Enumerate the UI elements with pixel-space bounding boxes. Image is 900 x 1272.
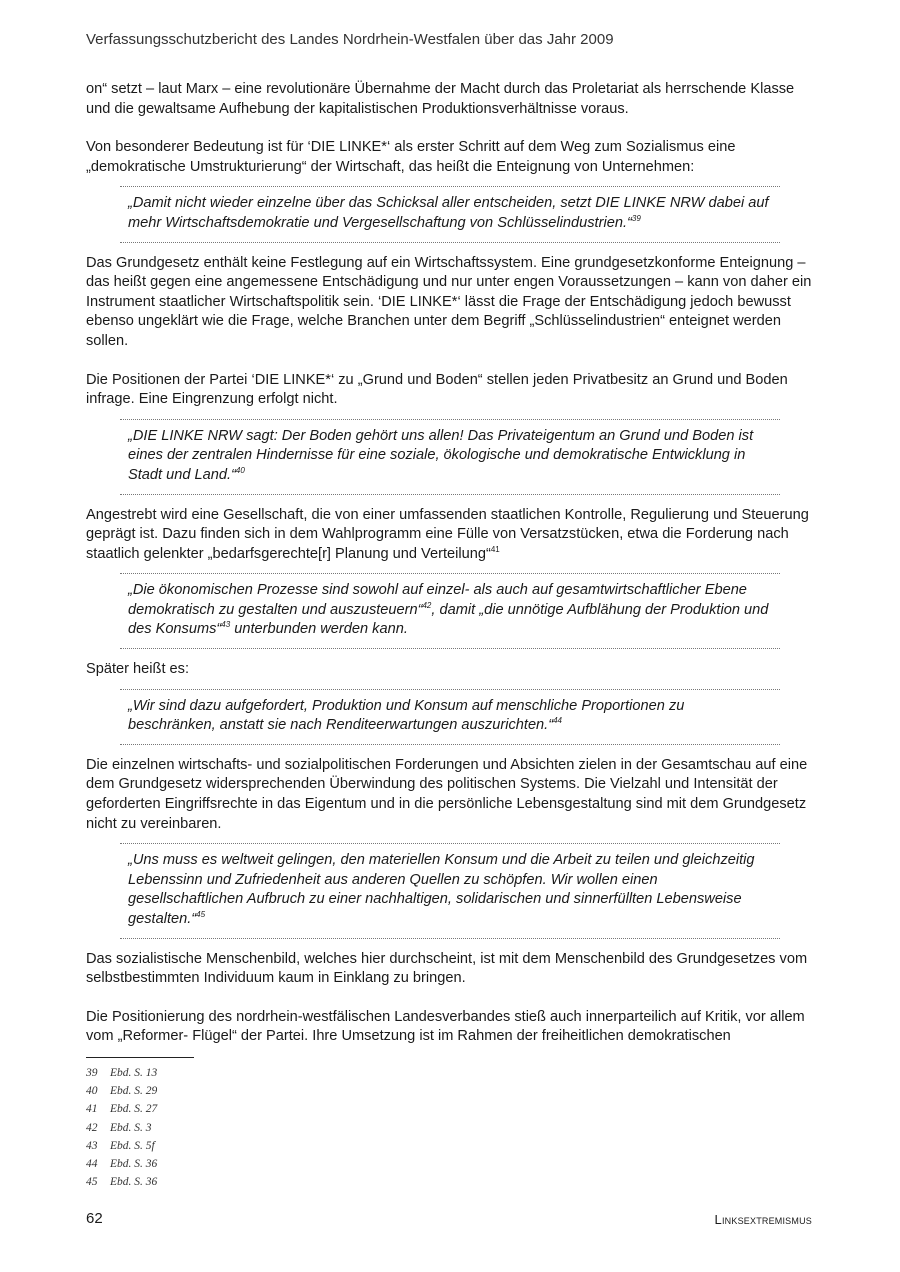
body-text bbox=[86, 80, 812, 1066]
footnote bbox=[86, 1155, 157, 1173]
footnote-number: 43 bbox=[86, 1139, 98, 1152]
footnote-number: 44 bbox=[86, 1158, 98, 1171]
quote-text: „DIE LINKE NRW sagt: Der Boden gehört uns allen! Das Privateigentum an Grund und Boden ist eines der zentralen Hindernisse für eine soziale, ökologische und demokratische Entwicklung in Stadt und Land.“ bbox=[128, 427, 754, 483]
footnote-number: 40 bbox=[86, 1085, 98, 1098]
footnote-number: 42 bbox=[86, 1121, 98, 1134]
footnote bbox=[86, 1100, 157, 1118]
footnote-text: Ebd. S. 29 bbox=[110, 1085, 158, 1098]
paragraph: Die Positionen der Partei ‘DIE LINKE*‘ zu „Grund und Boden“ stellen jeden Privatbesitz an Grund und Boden infrage. Eine Eingrenzung erfolgt nicht. bbox=[86, 371, 788, 408]
footnote bbox=[86, 1119, 157, 1137]
footnotes bbox=[86, 1064, 157, 1191]
page-number: 62 bbox=[86, 1210, 103, 1227]
quote-text: „Wir sind dazu aufgefordert, Produktion und Konsum auf menschliche Proportionen zu beschränken, anstatt sie nach Renditeerwartungen auszurichten.“ bbox=[128, 697, 685, 734]
footnote-ref: 44 bbox=[553, 716, 562, 726]
footnote bbox=[86, 1064, 157, 1082]
footnote bbox=[86, 1137, 157, 1155]
quote-text: „Uns muss es weltweit gelingen, den materiellen Konsum und die Arbeit zu teilen und gleichzeitig Lebenssinn und Zufriedenheit aus anderen Quellen zu schöpfen. Wir wollen einen gesellschaftlichen Aufbruch zu einer nachhaltigen, solidarischen und sinnerfüllten Lebensweise gestalten.“ bbox=[128, 852, 755, 927]
quote-text: unterbunden werden kann. bbox=[230, 621, 408, 638]
footnote-text: Ebd. S. 36 bbox=[110, 1158, 158, 1171]
footnote bbox=[86, 1082, 157, 1100]
paragraph: Das sozialistische Menschenbild, welches hier durchscheint, ist mit dem Menschenbild des Grundgesetzes vom selbstbestimmten Individuum kaum in Einklang zu bringen. bbox=[86, 950, 808, 987]
paragraph: on“ setzt – laut Marx – eine revolutionäre Übernahme der Macht durch das Proletariat als herrschende Klasse und die gewaltsame Aufhebung der kapitalistischen Produktionsverhältnisse voraus. bbox=[86, 81, 795, 117]
paragraph: Später heißt es: bbox=[86, 661, 190, 678]
blockquote bbox=[120, 186, 780, 242]
footnote-ref: 43 bbox=[221, 620, 231, 630]
footnote-divider bbox=[86, 1057, 194, 1058]
paragraph: Das Grundgesetz enthält keine Festlegung auf ein Wirtschaftssystem. Eine grundgesetzkonforme Enteignung – das heißt gegen eine angemessene Entschädigung und nur unter engen Voraussetzungen – kann von daher ein Instrument staatlicher Wirtschaftspolitik sein. ‘DIE LINKE*‘ lässt die Frage der Entschädigung jedoch bewusst ebenso ungeklärt wie die Frage, welche Branchen unter dem Begriff „Schlüsselindustrien“ enteignet werden sollen. bbox=[86, 254, 812, 349]
footnote-text: Ebd. S. 5f bbox=[110, 1139, 155, 1152]
footnote-ref: 42 bbox=[422, 601, 432, 611]
blockquote bbox=[120, 689, 780, 745]
footnote-number: 41 bbox=[86, 1103, 98, 1116]
paragraph: Die einzelnen wirtschafts- und sozialpolitischen Forderungen und Absichten zielen in der Gesamtschau auf eine dem Grundgesetz widersprechenden Überwindung des politischen Systems. Die Vielzahl und Intensität der geforderten Eingriffsrechte in das Eigentum und in die persönliche Lebensgestaltung sind mit dem Grundgesetz nicht zu vereinbaren. bbox=[86, 756, 808, 832]
footnote-text: Ebd. S. 13 bbox=[110, 1067, 158, 1079]
footnote-text: Ebd. S. 36 bbox=[110, 1176, 158, 1189]
blockquote bbox=[120, 843, 780, 938]
paragraph: Von besonderer Bedeutung ist für ‘DIE LINKE*‘ als erster Schritt auf dem Weg zum Sozialismus eine „demokratische Umstrukturierung“ der Wirtschaft, das heißt die Enteignung von Unternehmen: bbox=[86, 139, 736, 175]
quote-text: „Die ökonomischen Prozesse sind sowohl auf einzel- als auch auf gesamtwirtschaftlicher Ebene demokratisch zu gestalten und auszusteuern“ bbox=[128, 582, 747, 618]
blockquote bbox=[120, 419, 780, 495]
paragraph: Die Positionierung des nordrhein-westfälischen Landesverbandes stieß auch innerparteilich auf Kritik, vor allem vom „Reformer- Flügel“ der Partei. Ihre Umsetzung ist im Rahmen der freiheitlichen demokratischen bbox=[86, 1008, 805, 1045]
blockquote bbox=[120, 573, 780, 649]
paragraph-text: Angestrebt wird eine Gesellschaft, die von einer umfassenden staatlichen Kontrolle, Regulierung und Steuerung geprägt ist. Dazu finden sich in dem Wahlprogramm eine Fülle von Versatzstücken, etwa die Forderung nach staatlich gelenkter „bedarfsgerechte[r] Planung und Verteilung“ bbox=[86, 506, 809, 562]
footnote-text: Ebd. S. 3 bbox=[110, 1121, 152, 1134]
footnote-ref: 45 bbox=[196, 910, 206, 920]
footnote-number: 45 bbox=[86, 1176, 98, 1189]
paragraph bbox=[86, 506, 812, 565]
footnote-number: 39 bbox=[86, 1067, 98, 1079]
footnote bbox=[86, 1173, 157, 1191]
quote-text: , damit „die unnötige Aufblähung der Produktion und des Konsums“ bbox=[128, 601, 769, 638]
footnote-ref: 39 bbox=[631, 214, 641, 224]
footnote-text: Ebd. S. 27 bbox=[110, 1103, 158, 1116]
section-title: Linksextremismus bbox=[714, 1212, 812, 1227]
footnote-ref: 41 bbox=[490, 544, 500, 554]
quote-text: „Damit nicht wieder einzelne über das Schicksal aller entscheiden, setzt DIE LINKE NRW dabei auf mehr Wirtschaftsdemokratie und Vergesellschaftung von Schlüsselindustrien.“ bbox=[128, 195, 769, 231]
page-header: Verfassungsschutzbericht des Landes Nordrhein-Westfalen über das Jahr 2009 bbox=[86, 31, 614, 48]
footnote-ref: 40 bbox=[235, 466, 245, 476]
